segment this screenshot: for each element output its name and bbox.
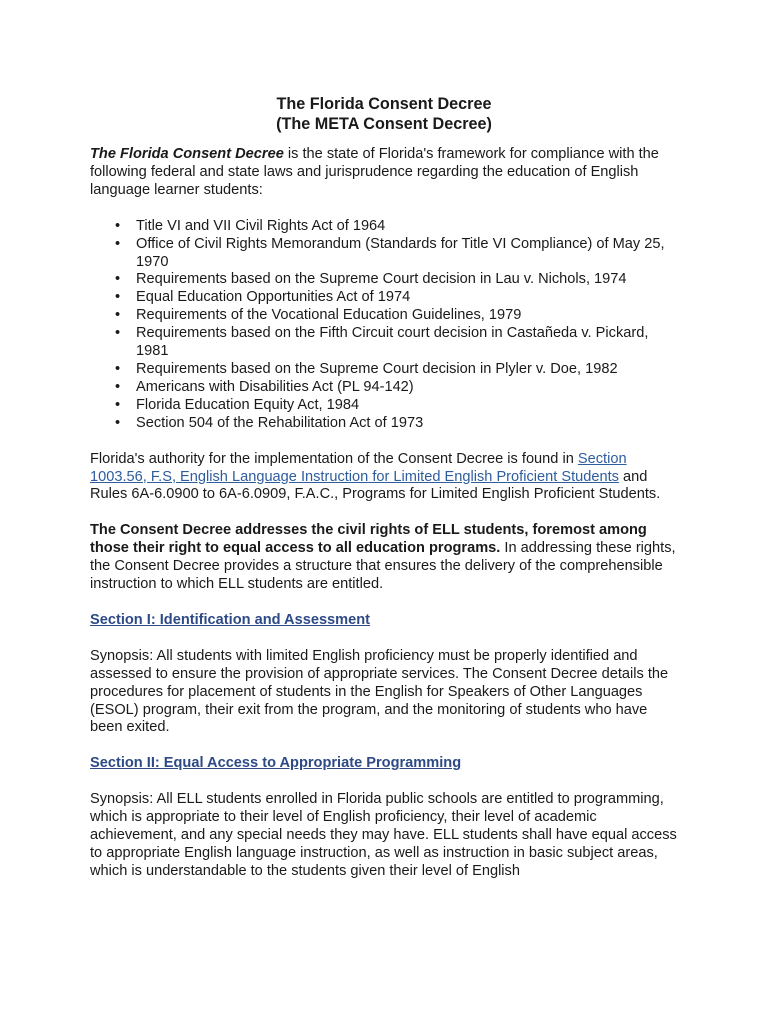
rights-text: In addressing these rights, the Consent Decree provides a structure that ensures the delivery of the comprehensible instruction to which ELL students are entitled. [90, 540, 676, 593]
section-synopsis: Synopsis: All students with limited English proficiency must be properly identified and assessed to ensure the provision of appropriate services. The Consent Decree details the procedures for placement of students in the English for Speakers of Other Languages (ESOL) program, their exit from the program, and the monitoring of students who have been exited. [90, 647, 669, 736]
list-item-text: Americans with Disabilities Act (PL 94-142) [136, 378, 414, 395]
bullet-icon: • [115, 235, 121, 252]
list-item [115, 360, 678, 379]
list-item [115, 235, 678, 272]
rights-paragraph [90, 522, 678, 594]
list-item [115, 325, 678, 361]
list-item [115, 378, 678, 397]
list-item [115, 307, 678, 325]
authority-text-before: Florida's authority for the implementation of the Consent Decree is found in [90, 450, 578, 467]
list-item-text: Section 504 of the Rehabilitation Act of 1973 [136, 414, 424, 431]
section-heading-link[interactable]: Section I: Identification and Assessment [90, 611, 371, 628]
section-synopsis: Synopsis: All ELL students enrolled in Florida public schools are entitled to programming, which is appropriate to their level of English proficiency, their level of academic achievement, and any special needs they may have. ELL students shall have equal access to appropriate English language instruction, as well as instruction in basic subject areas, which is understandable to the students given their level of English [90, 791, 677, 879]
intro-lead: The Florida Consent Decree [90, 146, 284, 162]
section-equal-access [90, 755, 678, 880]
authority-paragraph [90, 451, 678, 505]
statute-link[interactable]: Section 1003.56, F.S, English Language Instruction for Limited English Proficient Students [90, 450, 627, 485]
list-item [115, 396, 678, 415]
list-item [115, 271, 678, 289]
bullet-icon: • [115, 378, 121, 395]
page-subtitle: (The META Consent Decree) [276, 115, 492, 133]
list-item-text: Equal Education Opportunities Act of 1974 [136, 289, 411, 306]
authority-text-after: and Rules 6A-6.0900 to 6A-6.0909, F.A.C., Programs for Limited English Proficient Students. [90, 468, 661, 503]
bullet-icon: • [115, 325, 121, 342]
bullet-icon: • [115, 271, 121, 288]
list-item-text: Title VI and VII Civil Rights Act of 1964 [136, 217, 386, 234]
section-identification [90, 612, 678, 737]
list-item [115, 414, 678, 433]
list-item-text: Requirements of the Vocational Education Guidelines, 1979 [136, 307, 522, 324]
bullet-icon: • [115, 307, 121, 324]
list-item [115, 289, 678, 307]
list-item-text: Requirements based on the Fifth Circuit court decision in Castañeda v. Pickard, 1981 [136, 325, 649, 360]
bullet-icon: • [115, 289, 121, 306]
bullet-icon: • [115, 396, 121, 413]
intro-paragraph [90, 146, 678, 200]
bullet-icon: • [115, 217, 121, 234]
rights-bold-text: The Consent Decree addresses the civil rights of ELL students, foremost among those their right to equal access to all education programs. [90, 522, 647, 557]
list-item [115, 217, 678, 236]
list-item-text: Office of Civil Rights Memorandum (Standards for Title VI Compliance) of May 25, 1970 [136, 235, 665, 270]
bullet-icon: • [115, 414, 121, 431]
bullet-icon: • [115, 360, 121, 377]
list-item-text: Florida Education Equity Act, 1984 [136, 396, 360, 413]
list-item-text: Requirements based on the Supreme Court decision in Plyler v. Doe, 1982 [136, 360, 618, 377]
laws-list [90, 218, 678, 433]
intro-text: is the state of Florida's framework for compliance with the following federal and state laws and jurisprudence regarding the education of English language learner students: [90, 146, 659, 198]
page-title: The Florida Consent Decree [276, 95, 492, 113]
section-heading-link[interactable]: Section II: Equal Access to Appropriate Programming [90, 755, 462, 772]
list-item-text: Requirements based on the Supreme Court decision in Lau v. Nichols, 1974 [136, 271, 627, 288]
